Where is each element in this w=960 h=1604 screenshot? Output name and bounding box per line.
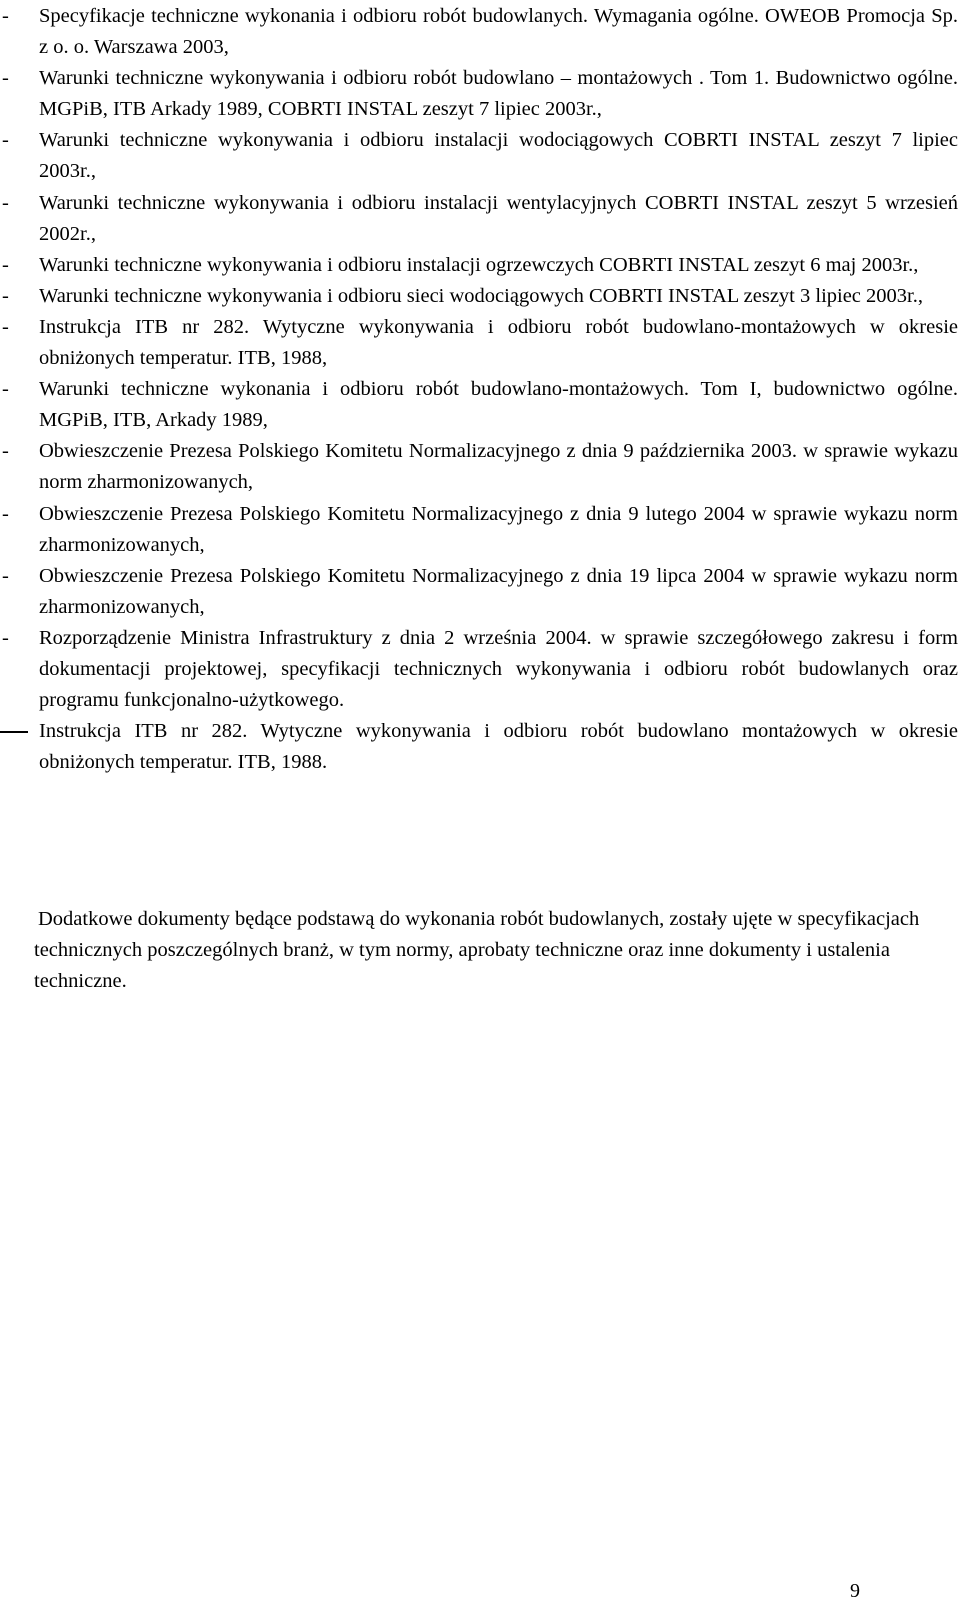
- reference-item: [0, 125, 958, 187]
- list-bullet: -: [2, 626, 9, 649]
- list-bullet: -: [2, 191, 9, 214]
- reference-item: [0, 281, 958, 312]
- closing-paragraph-text: Dodatkowe dokumenty będące podstawą do wykonania robót budowlanych, zostały ujęte w specyfikacjach technicznych poszczególnych branż, w tym normy, aprobaty techniczne oraz inne dokumenty i ustalenia techniczne.: [34, 908, 920, 993]
- reference-item: [0, 374, 958, 436]
- reference-item: [0, 312, 958, 374]
- list-bullet: -: [2, 440, 9, 463]
- list-bullet: -: [2, 5, 9, 27]
- list-bullet-dash: [0, 731, 28, 733]
- list-bullet: -: [2, 564, 9, 587]
- list-bullet: -: [2, 67, 9, 90]
- closing-paragraph: [34, 904, 960, 997]
- reference-text: Warunki techniczne wykonywania i odbioru instalacji wentylacyjnych COBRTI INSTAL zeszyt 5 wrzesień 2002r.,: [39, 191, 958, 245]
- reference-text: Obwieszczenie Prezesa Polskiego Komitetu Normalizacyjnego z dnia 9 lutego 2004 w sprawie wykazu norm zharmonizowanych,: [39, 502, 958, 556]
- list-bullet: -: [2, 378, 9, 401]
- reference-text: Warunki techniczne wykonywania i odbioru robót budowlano – montażowych . Tom 1. Budownictwo ogólne. MGPiB, ITB Arkady 1989, COBRTI INSTAL zeszyt 7 lipiec 2003r.,: [39, 67, 958, 121]
- reference-item: [0, 716, 958, 778]
- reference-text: Warunki techniczne wykonania i odbioru robót budowlano-montażowych. Tom I, budownictwo ogólne. MGPiB, ITB, Arkady 1989,: [39, 378, 958, 432]
- list-bullet: -: [2, 502, 9, 525]
- reference-text: Obwieszczenie Prezesa Polskiego Komitetu Normalizacyjnego z dnia 9 października 2003. w sprawie wykazu norm zharmonizowanych,: [39, 440, 958, 494]
- reference-text: Instrukcja ITB nr 282. Wytyczne wykonywania i odbioru robót budowlano-montażowych w okresie obniżonych temperatur. ITB, 1988,: [39, 315, 958, 370]
- reference-item: [0, 436, 958, 498]
- list-bullet: -: [2, 253, 9, 276]
- reference-text: Warunki techniczne wykonywania i odbioru instalacji wodociągowych COBRTI INSTAL zeszyt 7 lipiec 2003r.,: [39, 129, 958, 183]
- reference-text: Specyfikacje techniczne wykonania i odbioru robót budowlanych. Wymagania ogólne. OWEOB Promocja Sp. z o. o. Warszawa 2003,: [39, 5, 958, 59]
- reference-text: Rozporządzenie Ministra Infrastruktury z dnia 2 września 2004. w sprawie szczegółowego zakresu i form dokumentacji projektowej, specyfikacji technicznych wykonywania i odbioru robót budowlanych oraz programu funkcjonalno-użytkowego.: [39, 626, 958, 712]
- reference-text: Instrukcja ITB nr 282. Wytyczne wykonywania i odbioru robót budowlano montażowych w okresie obniżonych temperatur. ITB, 1988.: [39, 720, 958, 774]
- list-bullet: -: [2, 315, 9, 338]
- reference-list: [0, 1, 958, 778]
- list-bullet: -: [2, 284, 9, 307]
- reference-item: [0, 623, 958, 716]
- reference-text: Warunki techniczne wykonywania i odbioru sieci wodociągowych COBRTI INSTAL zeszyt 3 lipiec 2003r.,: [39, 284, 923, 307]
- reference-item: [0, 250, 958, 281]
- reference-item: [0, 1, 958, 63]
- list-bullet: -: [2, 129, 9, 152]
- reference-item: [0, 188, 958, 250]
- reference-text: Obwieszczenie Prezesa Polskiego Komitetu Normalizacyjnego z dnia 19 lipca 2004 w sprawie wykazu norm zharmonizowanych,: [39, 564, 958, 618]
- reference-item: [0, 63, 958, 125]
- reference-text: Warunki techniczne wykonywania i odbioru instalacji ogrzewczych COBRTI INSTAL zeszyt 6 maj 2003r.,: [39, 253, 919, 276]
- page-number: 9: [850, 1580, 860, 1602]
- reference-item: [0, 561, 958, 623]
- reference-item: [0, 499, 958, 561]
